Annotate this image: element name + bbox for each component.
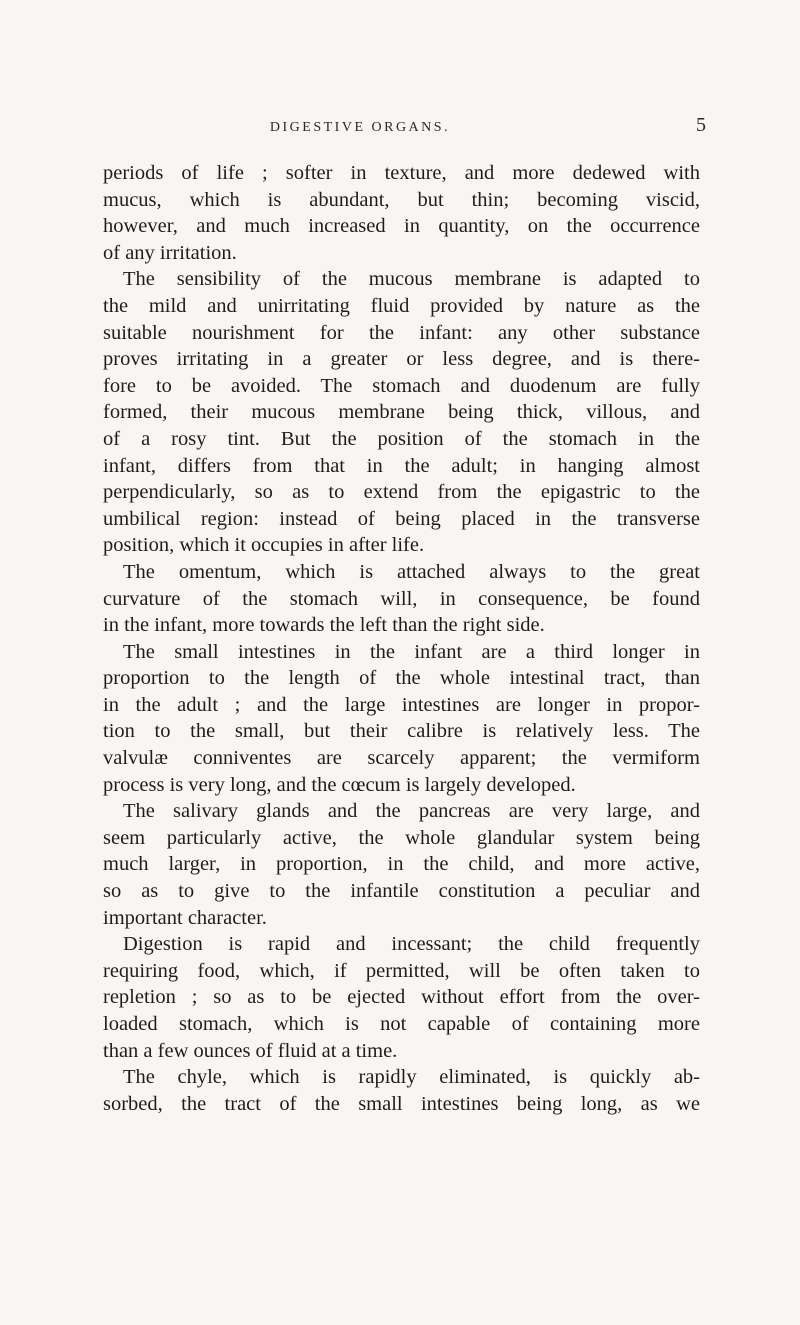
- text-line: however, and much increased in quantity, on the occurrence: [103, 215, 700, 238]
- text-line: The chyle, which is rapidly eliminated, is quickly ab-: [123, 1066, 700, 1089]
- text-line: The salivary glands and the pancreas are very large, and: [123, 800, 700, 823]
- text-line: formed, their mucous membrane being thick, villous, and: [103, 401, 700, 424]
- text-line: seem particularly active, the whole glandular system being: [103, 826, 700, 849]
- text-line: curvature of the stomach will, in consequence, be found: [103, 587, 700, 610]
- text-line: Digestion is rapid and incessant; the child frequently: [123, 933, 700, 956]
- text-line: The sensibility of the mucous membrane is adapted to: [123, 268, 700, 291]
- text-line: much larger, in proportion, in the child, and more active,: [103, 853, 700, 876]
- text-line: of a rosy tint. But the position of the stomach in the: [103, 427, 700, 450]
- text-line: The small intestines in the infant are a third longer in: [123, 640, 700, 663]
- text-line: proportion to the length of the whole intestinal tract, than: [103, 667, 700, 690]
- text-line: proves irritating in a greater or less degree, and is there-: [103, 348, 700, 371]
- text-line: tion to the small, but their calibre is relatively less. The: [103, 720, 700, 743]
- running-title: DIGESTIVE ORGANS.: [269, 120, 451, 135]
- text-line: suitable nourishment for the infant: any other substance: [103, 321, 700, 344]
- text-line: in the adult ; and the large intestines are longer in propor-: [103, 693, 700, 716]
- text-line: the mild and unirritating fluid provided by nature as the: [103, 294, 700, 317]
- text-line: fore to be avoided. The stomach and duodenum are fully: [103, 374, 700, 397]
- text-line: perpendicularly, so as to extend from the epigastric to the: [103, 481, 700, 504]
- text-line: loaded stomach, which is not capable of containing more: [103, 1013, 700, 1035]
- text-line: infant, differs from that in the adult; in hanging almost: [103, 454, 700, 477]
- page-number: 5: [696, 114, 706, 136]
- text-line: requiring food, which, if permitted, will be often taken to: [103, 959, 700, 982]
- text-line: in the infant, more towards the left than the right side.: [103, 614, 545, 637]
- text-line: valvulæ conniventes are scarcely apparent; the vermiform: [103, 747, 700, 770]
- body-text: [103, 160, 700, 1117]
- text-line: of any irritation.: [103, 241, 237, 264]
- text-line: so as to give to the infantile constitution a peculiar and: [103, 880, 700, 903]
- text-line: position, which it occupies in after life.: [103, 534, 425, 557]
- text-line: than a few ounces of fluid at a time.: [103, 1039, 398, 1062]
- text-line: umbilical region: instead of being placed in the transverse: [103, 507, 700, 530]
- text-line: sorbed, the tract of the small intestines being long, as we: [103, 1092, 700, 1115]
- text-line: important character.: [103, 906, 267, 929]
- text-line: mucus, which is abundant, but thin; becoming viscid,: [103, 188, 700, 211]
- text-line: repletion ; so as to be ejected without effort from the over-: [103, 986, 700, 1009]
- text-line: process is very long, and the cœcum is largely developed.: [103, 773, 576, 796]
- text-line: The omentum, which is attached always to the great: [123, 560, 700, 583]
- text-line: periods of life ; softer in texture, and more dedewed with: [103, 162, 700, 184]
